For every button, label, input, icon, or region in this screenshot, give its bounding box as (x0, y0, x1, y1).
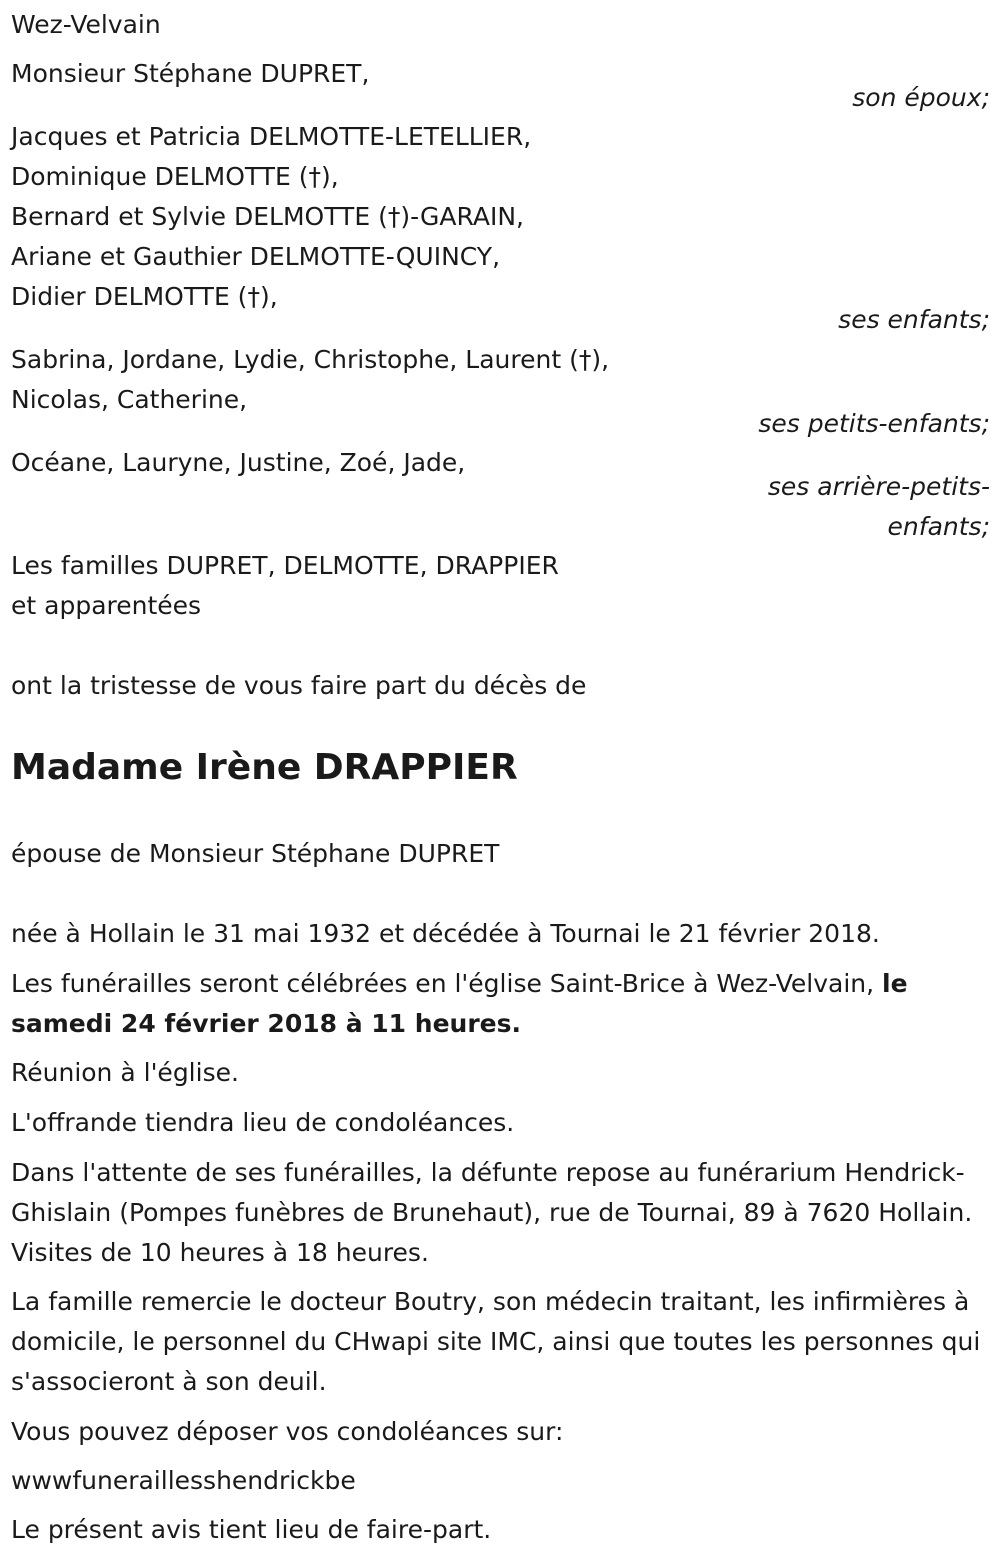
funeral-text: Les funérailles seront célébrées en l'église Saint-Brice à Wez-Velvain, (11, 969, 883, 998)
children-role: ses enfants; (838, 305, 990, 334)
notice: Le présent avis tient lieu de faire-part. (11, 1515, 492, 1544)
child-name: Jacques et Patricia DELMOTTE-LETELLIER, (11, 122, 532, 151)
repose-paragraph: Dans l'attente de ses funérailles, la défunte repose au funérarium Hendrick-Ghislain (Pompes funèbres de Brunehaut), rue de Tournai, 89 à 7620 Hollain. Visites de 10 heures à 18 heures. (11, 1158, 973, 1267)
website-link[interactable]: wwwfuneraillesshendrickbe (11, 1466, 356, 1495)
birth-death: née à Hollain le 31 mai 1932 et décédée à Tournai le 21 février 2018. (11, 919, 880, 948)
spouse-role: son époux; (852, 83, 990, 112)
families-line: et apparentées (11, 591, 202, 620)
location: Wez-Velvain (11, 10, 161, 39)
great-grandchildren-role: ses arrière-petits- (767, 472, 990, 501)
child-name: Dominique DELMOTTE (†), (11, 162, 339, 191)
meeting: Réunion à l'église. (11, 1058, 239, 1087)
child-name: Didier DELMOTTE (†), (11, 282, 278, 311)
great-grandchild-name: Océane, Lauryne, Justine, Zoé, Jade, (11, 448, 466, 477)
announcement: ont la tristesse de vous faire part du décès de (11, 671, 587, 700)
spouse-name: Monsieur Stéphane DUPRET, (11, 59, 370, 88)
funeral-date: le samedi 24 février 2018 à 11 heures. (11, 969, 908, 1038)
offering: L'offrande tiendra lieu de condoléances. (11, 1108, 515, 1137)
families-line: Les familles DUPRET, DELMOTTE, DRAPPIER (11, 551, 559, 580)
funeral-paragraph (11, 964, 986, 1044)
grandchildren-role: ses petits-enfants; (758, 409, 990, 438)
spouse-of: épouse de Monsieur Stéphane DUPRET (11, 839, 500, 868)
grandchild-name: Nicolas, Catherine, (11, 385, 248, 414)
thanks-paragraph: La famille remercie le docteur Boutry, son médecin traitant, les infirmières à domicile, le personnel du CHwapi site IMC, ainsi que toutes les personnes qui s'associeront à son deuil. (11, 1287, 981, 1396)
deceased-name: Madame Irène DRAPPIER (11, 747, 518, 788)
great-grandchildren-role: enfants; (887, 512, 990, 541)
grandchild-name: Sabrina, Jordane, Lydie, Christophe, Laurent (†), (11, 345, 610, 374)
child-name: Ariane et Gauthier DELMOTTE-QUINCY, (11, 242, 501, 271)
child-name: Bernard et Sylvie DELMOTTE (†)-GARAIN, (11, 202, 524, 231)
condolences-label: Vous pouvez déposer vos condoléances sur: (11, 1417, 564, 1446)
